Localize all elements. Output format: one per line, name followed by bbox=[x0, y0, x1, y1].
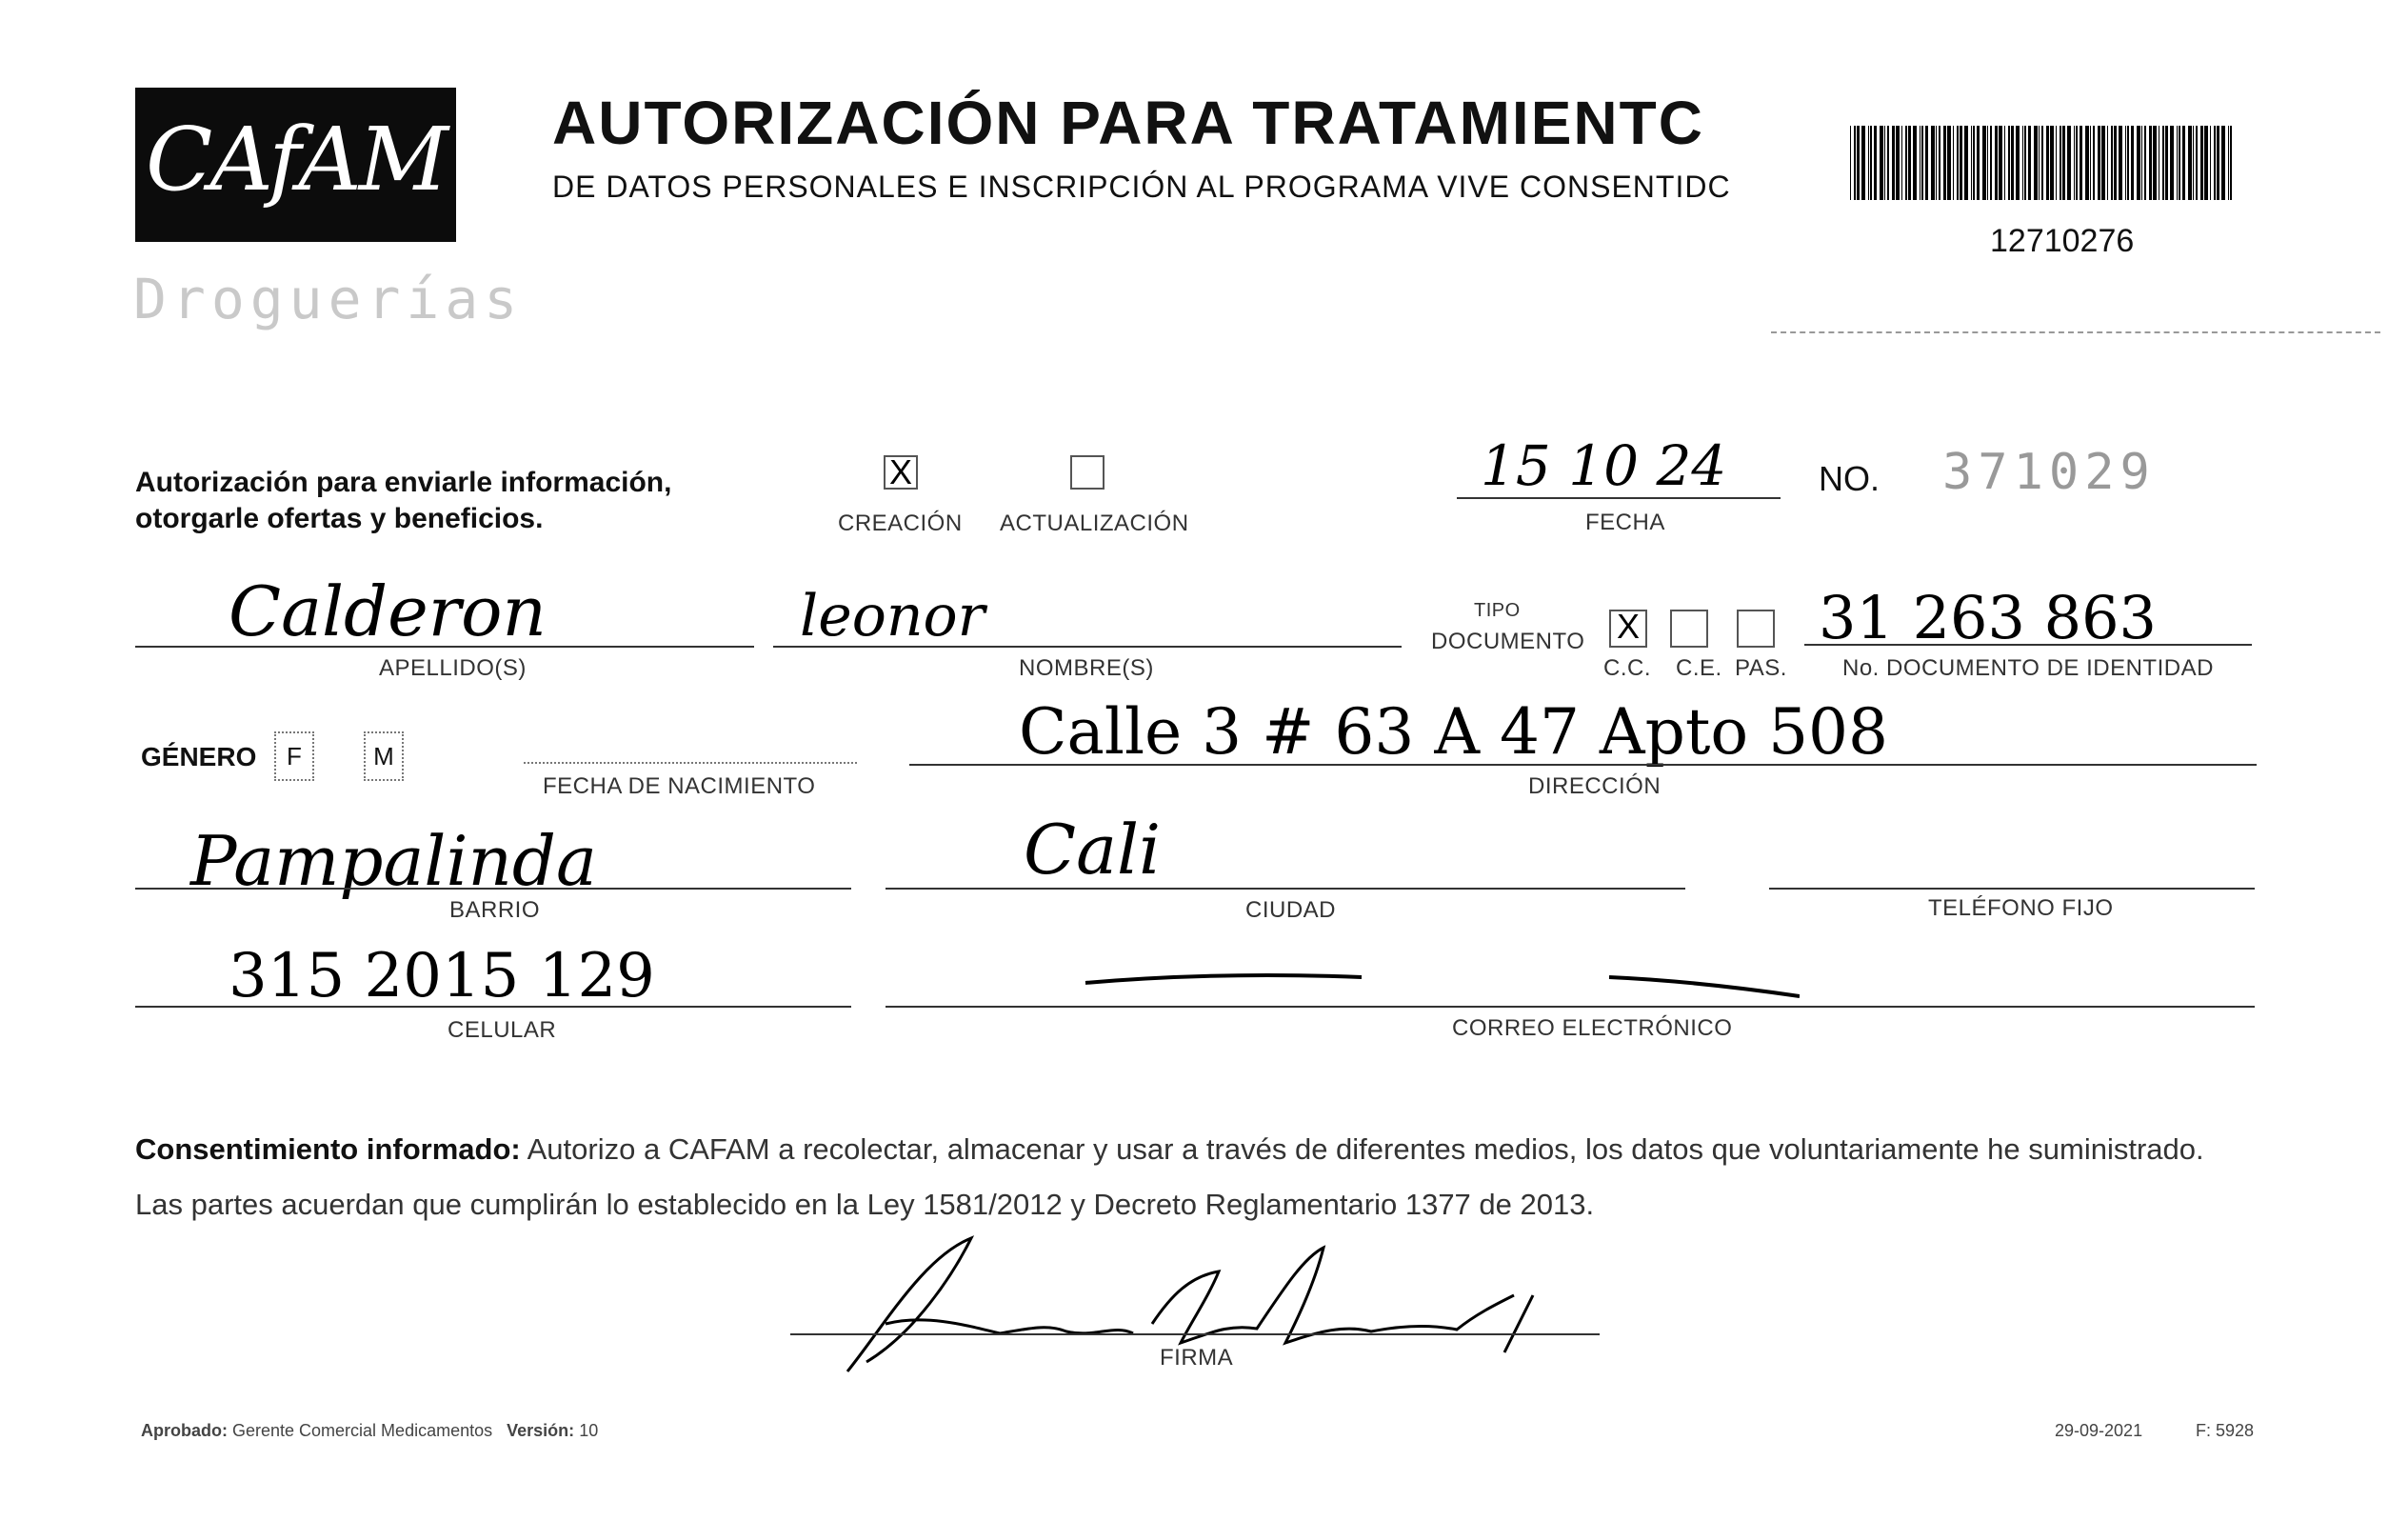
consent-text-line2: Las partes acuerdan que cumplirán lo establecido en la Ley 1581/2012 y Decreto Reglamentario 1377 de 2013. bbox=[135, 1188, 1595, 1221]
apellido-line bbox=[135, 646, 754, 648]
celular-line bbox=[135, 1006, 851, 1008]
barcode-bar bbox=[2170, 126, 2174, 200]
barcode-bar bbox=[2034, 126, 2038, 200]
cc-label: C.C. bbox=[1603, 655, 1651, 681]
logo-subtitle: Droguerías bbox=[133, 267, 524, 331]
barcode-bar bbox=[2074, 126, 2075, 200]
barcode-bar bbox=[1868, 126, 1869, 200]
telefono-label: TELÉFONO FIJO bbox=[1928, 895, 2114, 921]
creacion-checkbox[interactable] bbox=[884, 452, 918, 491]
apellido-label: APELLIDO(S) bbox=[379, 655, 527, 681]
cc-checkbox[interactable] bbox=[1609, 607, 1647, 648]
barrio-value: Pampalinda bbox=[190, 821, 597, 901]
barcode-bar bbox=[2008, 126, 2010, 200]
barcode bbox=[1850, 126, 2233, 200]
footer-approved bbox=[141, 1421, 598, 1441]
footer-version-value: 10 bbox=[579, 1421, 599, 1440]
footer-version-label: Versión: bbox=[507, 1421, 575, 1440]
fecha-value: 15 10 24 bbox=[1481, 433, 1727, 498]
barcode-bar bbox=[2039, 126, 2040, 200]
barcode-bar bbox=[2182, 126, 2185, 200]
barcode-bar bbox=[2080, 126, 2082, 200]
form-title: AUTORIZACIÓN PARA TRATAMIENTC bbox=[552, 89, 1704, 157]
nacimiento-label: FECHA DE NACIMIENTO bbox=[543, 773, 816, 799]
ciudad-label: CIUDAD bbox=[1245, 897, 1337, 923]
barcode-bar bbox=[2090, 126, 2091, 200]
barcode-bar bbox=[1880, 126, 1883, 200]
barcode-bar bbox=[2228, 126, 2229, 200]
barcode-bar bbox=[1896, 126, 1900, 200]
direccion-label: DIRECCIÓN bbox=[1528, 773, 1662, 799]
ce-label: C.E. bbox=[1676, 655, 1722, 681]
actualizacion-label: ACTUALIZACIÓN bbox=[1000, 510, 1189, 536]
barcode-bar bbox=[2076, 126, 2078, 200]
barcode-bar bbox=[2028, 126, 2031, 200]
documento-label: No. DOCUMENTO DE IDENTIDAD bbox=[1842, 655, 2214, 681]
barcode-bar bbox=[2214, 126, 2216, 200]
authorization-label-line1: Autorización para enviarle información, bbox=[135, 467, 672, 498]
barcode-bar bbox=[2107, 126, 2108, 200]
barrio-line bbox=[135, 888, 851, 890]
barcode-bar bbox=[1850, 126, 1851, 200]
barcode-bar bbox=[2093, 126, 2095, 200]
barcode-bar bbox=[2016, 126, 2020, 200]
ciudad-value: Cali bbox=[1024, 810, 1162, 890]
barcode-bar bbox=[1987, 126, 1988, 200]
barcode-bar bbox=[2125, 126, 2126, 200]
fecha-line bbox=[1457, 497, 1781, 499]
barcode-bar bbox=[1995, 126, 1998, 200]
creacion-label: CREACIÓN bbox=[838, 510, 963, 536]
genero-m-box[interactable] bbox=[364, 731, 404, 781]
barcode-bar bbox=[2041, 126, 2043, 200]
barcode-bar bbox=[2162, 126, 2164, 200]
header-rule bbox=[1771, 331, 2380, 333]
barcode-bar bbox=[1887, 126, 1889, 200]
celular-value: 315 2015 129 bbox=[229, 941, 655, 1011]
barcode-bar bbox=[2149, 126, 2152, 200]
nombre-value: leonor bbox=[800, 583, 985, 650]
barcode-bar bbox=[2193, 126, 2194, 200]
barcode-bar bbox=[2179, 126, 2180, 200]
barcode-bar bbox=[1990, 126, 1992, 200]
ciudad-line bbox=[886, 888, 1685, 890]
actualizacion-checkbox[interactable] bbox=[1070, 455, 1104, 490]
barcode-bar bbox=[1908, 126, 1911, 200]
nombre-label: NOMBRE(S) bbox=[1019, 655, 1154, 681]
barcode-bar bbox=[2067, 126, 2071, 200]
genero-f-box[interactable] bbox=[274, 731, 314, 781]
consent-block bbox=[135, 1122, 2259, 1232]
footer-code: F: 5928 bbox=[2196, 1421, 2255, 1440]
barcode-bar bbox=[1870, 126, 1872, 200]
barrio-label: BARRIO bbox=[449, 897, 541, 923]
telefono-line bbox=[1769, 888, 2255, 890]
barcode-bar bbox=[1854, 126, 1856, 200]
fecha-label: FECHA bbox=[1585, 510, 1665, 535]
barcode-bar bbox=[1925, 126, 1928, 200]
nombre-line bbox=[773, 646, 1402, 648]
nacimiento-line bbox=[524, 762, 857, 764]
barcode-bar bbox=[1921, 126, 1923, 200]
correo-label: CORREO ELECTRÓNICO bbox=[1452, 1015, 1733, 1041]
barcode-bar bbox=[1913, 126, 1917, 200]
consent-text-line1: Autorizo a CAFAM a recolectar, almacenar y usar a través de diferentes medios, los datos que voluntariamente he suministrado. bbox=[527, 1132, 2204, 1166]
barcode-bar bbox=[1977, 126, 1980, 200]
barcode-bar bbox=[2119, 126, 2122, 200]
barcode-bar bbox=[2165, 126, 2168, 200]
ce-checkbox[interactable] bbox=[1670, 610, 1708, 648]
footer-approved-label: Aprobado: bbox=[141, 1421, 228, 1440]
barcode-bar bbox=[2022, 126, 2023, 200]
barcode-bar bbox=[2056, 126, 2057, 200]
barcode-bar bbox=[1884, 126, 1885, 200]
barcode-bar bbox=[2004, 126, 2005, 200]
authorization-label bbox=[135, 465, 671, 537]
barcode-bar bbox=[1957, 126, 1959, 200]
barcode-bar bbox=[1936, 126, 1937, 200]
barcode-bar bbox=[2101, 126, 2105, 200]
barcode-bar bbox=[1982, 126, 1986, 200]
barcode-bar bbox=[2230, 126, 2232, 200]
barcode-bar bbox=[1901, 126, 1902, 200]
barcode-bar bbox=[1874, 126, 1877, 200]
consent-heading: Consentimiento informado: bbox=[135, 1132, 521, 1166]
barcode-bar bbox=[2200, 126, 2203, 200]
genero-f: F bbox=[287, 742, 302, 771]
barcode-bar bbox=[2060, 126, 2061, 200]
barcode-bar bbox=[1931, 126, 1935, 200]
barcode-number: 12710276 bbox=[1990, 223, 2135, 259]
barcode-bar bbox=[2217, 126, 2219, 200]
footer-approved-value: Gerente Comercial Medicamentos bbox=[232, 1421, 493, 1440]
barcode-bar bbox=[2141, 126, 2142, 200]
direccion-line bbox=[909, 764, 2257, 766]
barcode-bar bbox=[2221, 126, 2225, 200]
barcode-bar bbox=[2196, 126, 2198, 200]
barcode-bar bbox=[2210, 126, 2211, 200]
barcode-bar bbox=[1943, 126, 1946, 200]
barcode-bar bbox=[1973, 126, 1975, 200]
barcode-bar bbox=[2098, 126, 2100, 200]
documento-value: 31 263 863 bbox=[1819, 583, 2157, 652]
barcode-bar bbox=[1939, 126, 1940, 200]
barcode-bar bbox=[2144, 126, 2146, 200]
barcode-bar bbox=[2204, 126, 2208, 200]
barcode-bar bbox=[1964, 126, 1968, 200]
pas-label: PAS. bbox=[1735, 655, 1787, 681]
barcode-bar bbox=[2131, 126, 2134, 200]
no-value: 371029 bbox=[1942, 444, 2156, 501]
documento-line bbox=[1804, 644, 2252, 646]
signature-label: FIRMA bbox=[1160, 1345, 1234, 1371]
barcode-bar bbox=[2011, 126, 2014, 200]
barcode-bar bbox=[1947, 126, 1951, 200]
barcode-bar bbox=[1857, 126, 1860, 200]
barcode-bar bbox=[1999, 126, 2002, 200]
barcode-bar bbox=[2127, 126, 2129, 200]
correo-strike-marks bbox=[1076, 964, 1800, 1011]
pas-checkbox[interactable] bbox=[1737, 610, 1775, 648]
barcode-bar bbox=[1971, 126, 1972, 200]
barcode-bar bbox=[2050, 126, 2054, 200]
creacion-mark: X bbox=[888, 452, 912, 491]
barcode-bar bbox=[2188, 126, 2192, 200]
tipo-label: TIPO bbox=[1474, 600, 1521, 621]
barcode-bar bbox=[2024, 126, 2026, 200]
cc-mark: X bbox=[1616, 607, 1640, 646]
footer-date: 29-09-2021 bbox=[2055, 1421, 2143, 1440]
barcode-bar bbox=[2085, 126, 2089, 200]
apellido-value: Calderon bbox=[229, 571, 547, 651]
barcode-bar bbox=[2114, 126, 2117, 200]
barcode-bar bbox=[1905, 126, 1907, 200]
barcode-bar bbox=[1861, 126, 1865, 200]
logo-text: CAfAM bbox=[146, 109, 446, 210]
barcode-bar bbox=[1892, 126, 1895, 200]
genero-label: GÉNERO bbox=[141, 742, 257, 771]
barcode-bar bbox=[2046, 126, 2049, 200]
genero-m: M bbox=[373, 742, 394, 771]
barcode-bar bbox=[2111, 126, 2113, 200]
direccion-value: Calle 3 # 63 A 47 Apto 508 bbox=[1019, 695, 1889, 769]
barcode-bar bbox=[2137, 126, 2140, 200]
cafam-logo bbox=[135, 88, 456, 242]
barcode-bar bbox=[2177, 126, 2178, 200]
signature-line bbox=[790, 1333, 1600, 1335]
barcode-bar bbox=[1960, 126, 1962, 200]
barcode-bar bbox=[2062, 126, 2065, 200]
barcode-bar bbox=[1953, 126, 1954, 200]
authorization-label-line2: otorgarle ofertas y beneficios. bbox=[135, 503, 544, 534]
form-subtitle: DE DATOS PERSONALES E INSCRIPCIÓN AL PROGRAMA VIVE CONSENTIDC bbox=[552, 170, 1731, 204]
celular-label: CELULAR bbox=[448, 1017, 557, 1043]
tipo-documento-label: DOCUMENTO bbox=[1431, 629, 1585, 654]
barcode-bar bbox=[2153, 126, 2157, 200]
no-label: NO. bbox=[1819, 459, 1881, 498]
